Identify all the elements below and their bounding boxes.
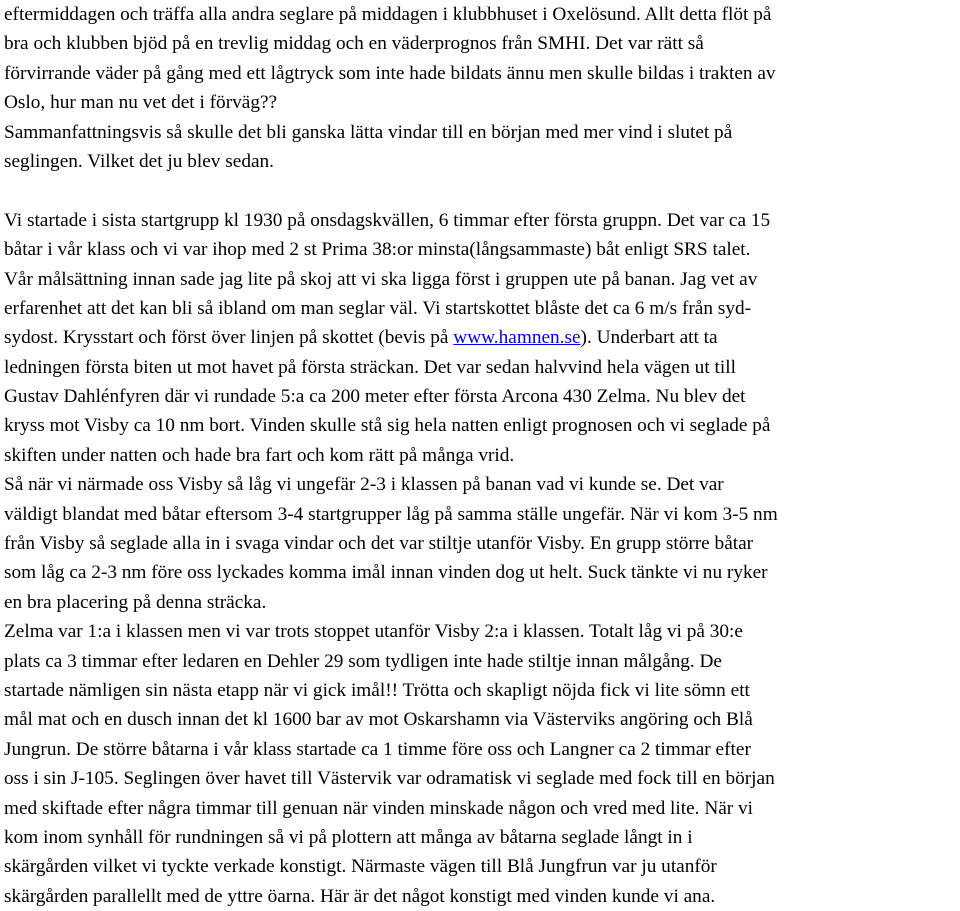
text-line: Zelma var 1:a i klassen men vi var trots stoppet utanför Visby 2:a i klassen. Totalt låg vi på 30:e bbox=[4, 621, 743, 643]
text-line: plats ca 3 timmar efter ledaren en Dehler 29 som tydligen inte hade stiltje innan målgång. De bbox=[4, 650, 722, 672]
text-line: förvirrande väder på gång med ett lågtryck som inte hade bildats ännu men skulle bildas i trakten av bbox=[4, 62, 776, 84]
text-line: Jungrun. De större båtarna i vår klass startade ca 1 timme före oss och Langner ca 2 timmar efter bbox=[4, 738, 751, 760]
text-line: Sammanfattningsvis så skulle det bli ganska lätta vindar till en början med mer vind i slutet på bbox=[4, 121, 733, 143]
text-line: mål mat och en dusch innan det kl 1600 bar av mot Oskarshamn via Västerviks angöring och Blå bbox=[4, 709, 753, 731]
text-line: eftermiddagen och träffa alla andra seglare på middagen i klubbhuset i Oxelösund. Allt detta flöt på bbox=[4, 4, 772, 25]
hamnen-link[interactable]: www.hamnen.se bbox=[453, 327, 581, 349]
text-line: Oslo, hur man nu vet det i förväg?? bbox=[4, 92, 278, 114]
text-line-with-link bbox=[4, 323, 956, 352]
paragraph-2 bbox=[4, 206, 956, 911]
text-line: Vi startade i sista startgrupp kl 1930 på onsdagskvällen, 6 timmar efter första gruppn. Det var ca 15 bbox=[4, 209, 771, 231]
text-line: med skiftade efter några timmar till genuan när vinden minskade någon och vred med lite. När vi bbox=[4, 797, 754, 819]
paragraph-1 bbox=[4, 0, 956, 176]
text-line: skiften under natten och hade bra fart och kom rätt på många vrid. bbox=[4, 444, 515, 466]
text-line: en bra placering på denna sträcka. bbox=[4, 591, 267, 613]
text-line: Vår målsättning innan sade jag lite på skoj att vi ska ligga först i gruppen ute på banan. Jag vet av bbox=[4, 268, 758, 290]
text-line: som låg ca 2-3 nm före oss lyckades komma imål innan vinden dog ut helt. Suck tänkte vi nu ryker bbox=[4, 562, 768, 584]
text-line: skärgården vilket vi tyckte verkade konstigt. Närmaste vägen till Blå Jungfrun var ju utanför bbox=[4, 856, 717, 878]
text-line: båtar i vår klass och vi var ihop med 2 st Prima 38:or minsta(långsammaste) båt enligt SRS talet. bbox=[4, 239, 751, 261]
text-line: skärgården parallellt med de yttre öarna. Här är det något konstigt med vinden kunde vi ana. bbox=[4, 885, 716, 907]
text-line: ledningen första biten ut mot havet på första sträckan. Det var sedan halvvind hela vägen ut till bbox=[4, 356, 736, 378]
document-body bbox=[4, 0, 956, 911]
text-line: startade nämligen sin nästa etapp när vi gick imål!! Trötta och skapligt nöjda fick vi lite sömn ett bbox=[4, 679, 750, 701]
text-line: från Visby så seglade alla in i svaga vindar och det var stiltje utanför Visby. En grupp större båtar bbox=[4, 533, 754, 555]
text-line: väldigt blandat med båtar eftersom 3-4 startgrupper låg på samma ställe ungefär. När vi kom 3-5 nm bbox=[4, 503, 778, 525]
text-line: kom inom synhåll för rundningen så vi på plottern att många av båtarna seglade långt in i bbox=[4, 826, 693, 848]
text-segment: ). Underbart att ta bbox=[580, 327, 718, 349]
text-line: oss i sin J-105. Seglingen över havet till Västervik var odramatisk vi seglade med fock till en början bbox=[4, 768, 775, 790]
text-line: Så när vi närmade oss Visby så låg vi ungefär 2-3 i klassen på banan vad vi kunde se. Det var bbox=[4, 474, 724, 496]
paragraph-gap bbox=[4, 176, 956, 205]
text-segment: sydost. Krysstart och först över linjen på skottet (bevis på bbox=[4, 327, 454, 349]
text-line: kryss mot Visby ca 10 nm bort. Vinden skulle stå sig hela natten enligt prognosen och vi seglade på bbox=[4, 415, 771, 437]
text-line: bra och klubben bjöd på en trevlig middag och en väderprognos från SMHI. Det var rätt så bbox=[4, 33, 704, 55]
text-line: erfarenhet att det kan bli så ibland om man seglar väl. Vi startskottet blåste det ca 6 m/s från syd- bbox=[4, 297, 752, 319]
text-line: seglingen. Vilket det ju blev sedan. bbox=[4, 150, 274, 172]
text-line: Gustav Dahlénfyren där vi rundade 5:a ca 200 meter efter första Arcona 430 Zelma. Nu blev det bbox=[4, 386, 746, 408]
